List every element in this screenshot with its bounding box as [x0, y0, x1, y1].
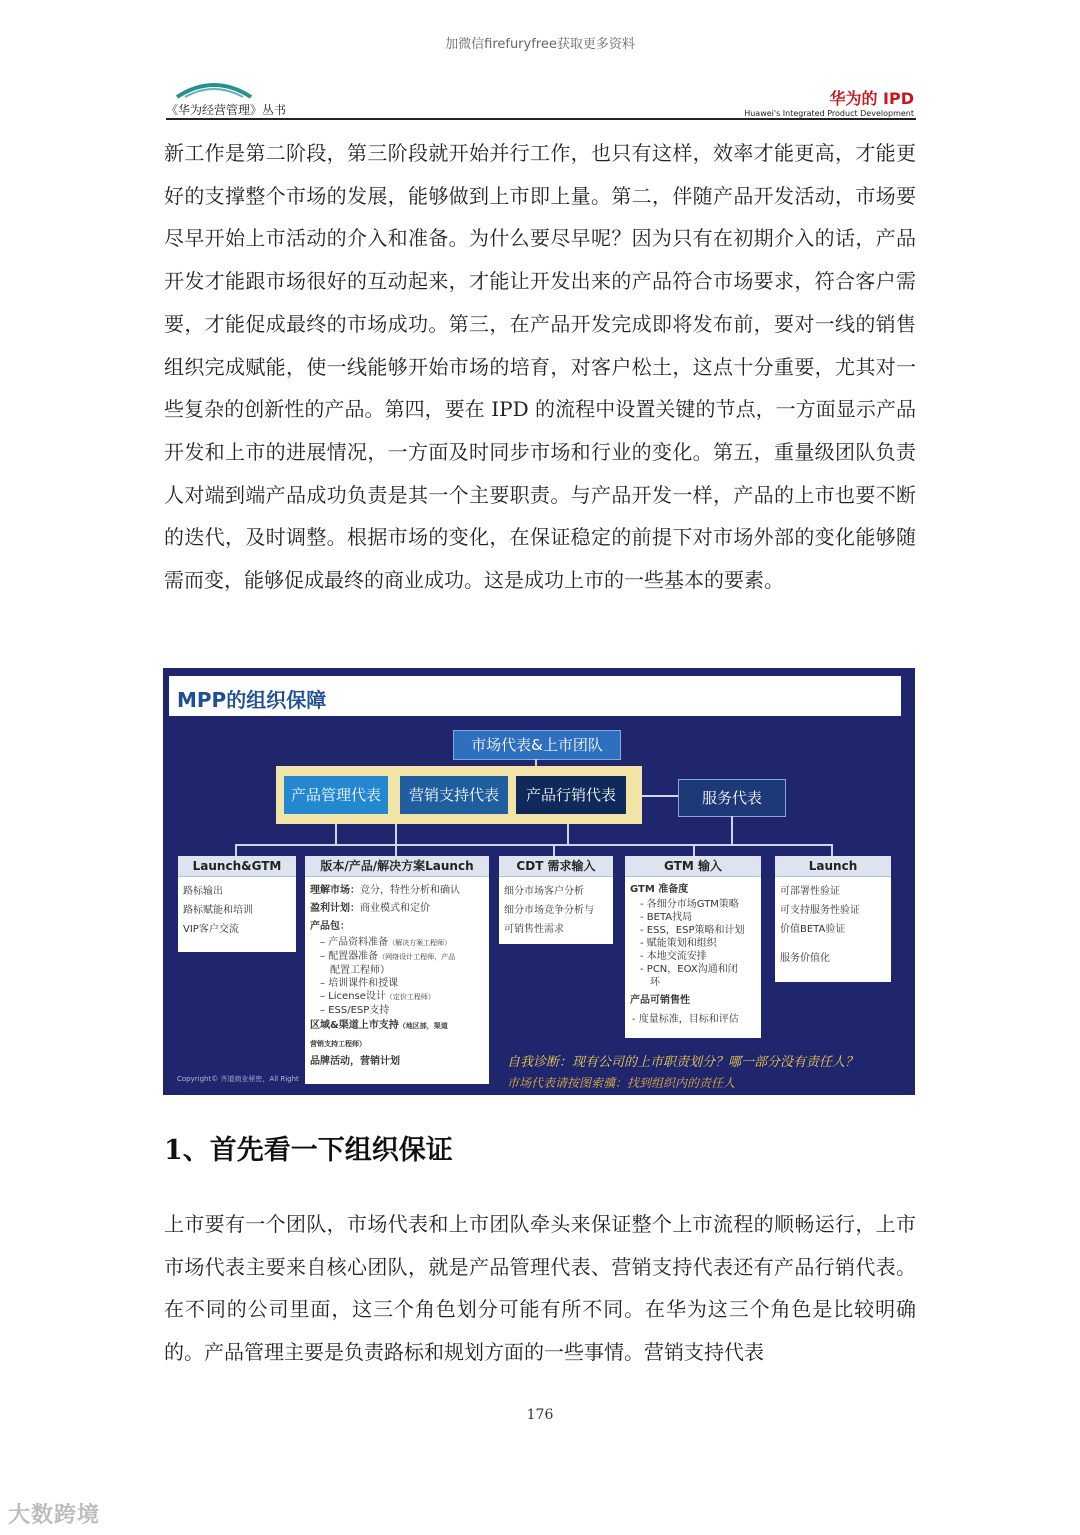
sub-item: - PCN，EOX沟通和闭 — [640, 964, 738, 975]
series-title: 《华为经营管理》丛书 — [166, 103, 287, 117]
list-item: 盈利计划：商业模式和定价 — [310, 903, 430, 914]
sub-item: - ESS，ESP策略和计划 — [640, 925, 745, 936]
card-launch — [775, 856, 891, 982]
core-reps-frame — [276, 766, 642, 824]
card-cdt — [499, 856, 613, 944]
figure-slide — [163, 668, 915, 1095]
sub-item: – 培训课件和授课 — [320, 978, 399, 989]
list-item: GTM 准备度 — [630, 884, 689, 895]
page-number: 176 — [526, 1407, 554, 1423]
card-title: CDT 需求输入 — [499, 856, 613, 877]
body-paragraph-1: 新工作是第二阶段，第三阶段就开始并行工作，也只有这样，效率才能更高，才能更好的支撑整个市场的发展，能够做到上市即上量。第二，伴随产品开发活动，市场要尽早开始上市活动的介入和准备。为什么要尽早呢？因为只有在初期介入的话，产品开发才能跟市场很好的互动起来，才能让开发出来的产品符合市场要求，符合客户需要，才能促成最终的市场成功。第三，在产品开发完成即将发布前，要对一线的销售组织完成赋能，使一线能够开始市场的培育，对客户松土，这点十分重要，尤其对一些复杂的创新性的产品。第四，要在 IPD 的流程中设置关键的节点，一方面显示产品开发和上市的进展情况，一方面及时同步市场和行业的变化。第五，重量级团队负责人对端到端产品成功负责是其一个主要职责。与产品开发一样，产品的上市也要不断的迭代，及时调整。根据市场的变化，在保证稳定的前提下对市场外部的变化能够随需而变，能够促成最终的商业成功。这是成功上市的一些基本的要素。 — [164, 141, 916, 593]
copyright: Copyright© 齐道商业秘密，All Right — [177, 1075, 299, 1083]
connector — [235, 844, 237, 856]
brand — [744, 86, 914, 118]
list-item: 产品包： — [310, 921, 350, 932]
list-item: 可支持服务性验证 — [780, 905, 860, 916]
list-item: 可部署性验证 — [780, 886, 840, 897]
card-title: Launch — [775, 856, 891, 877]
diagnosis-answer: 市场代表请按图索骥：找到组织内的责任人 — [507, 1076, 736, 1090]
list-item: 区域&渠道上市支持（地区部，渠道 — [310, 1020, 448, 1031]
connector — [235, 844, 831, 846]
watermark-logo: 大数跨境 — [8, 1503, 101, 1528]
sub-item: 配置工程师） — [330, 965, 390, 976]
sub-item: – 配置器准备（网络设计工程师，产品 — [320, 951, 456, 962]
section-heading: 1、首先看一下组织保证 — [164, 1135, 453, 1166]
sub-item: – License设计（定价工程师） — [320, 991, 435, 1002]
slide-title: MPP的组织保障 — [177, 688, 327, 712]
sub-item: - 赋能策划和组织 — [640, 938, 717, 949]
body-paragraph-2: 上市要有一个团队，市场代表和上市团队牵头来保证整个上市流程的顺畅运行，上市市场代表主要来自核心团队，就是产品管理代表、营销支持代表还有产品行销代表。在不同的公司里面，这三个角色划分可能有所不同。在华为这三个角色是比较明确的。产品管理主要是负责路标和规划方面的一些事情。营销支持代表 — [164, 1212, 916, 1365]
sub-item: - 本地交流安排 — [640, 951, 707, 962]
product-marketing-rep: 产品行销代表 — [516, 776, 626, 814]
connector — [831, 844, 833, 856]
card-launch-gtm — [178, 856, 296, 952]
card-version-launch — [305, 856, 489, 1084]
connector — [553, 844, 555, 856]
top-note: 加微信firefuryfree获取更多资料 — [445, 37, 635, 52]
product-management-rep: 产品管理代表 — [284, 776, 388, 814]
card-title: GTM 输入 — [625, 856, 761, 877]
header-divider — [166, 118, 916, 120]
list-item: 价值BETA验证 — [780, 924, 846, 935]
list-item: 产品可销售性 — [630, 995, 690, 1006]
list-item: VIP客户交流 — [183, 924, 239, 935]
connector — [567, 824, 569, 844]
sub-item: - 各细分市场GTM策略 — [640, 899, 739, 910]
list-item: 品牌活动，营销计划 — [310, 1056, 400, 1067]
connector — [731, 816, 733, 844]
brand-subtitle: Huawei's Integrated Product Development — [744, 109, 914, 118]
connector — [395, 824, 397, 844]
marketing-support-rep: 营销支持代表 — [400, 776, 508, 814]
list-item: 营销支持工程师） — [310, 1040, 366, 1048]
card-gtm — [625, 856, 761, 1038]
list-item: 路标输出 — [183, 886, 223, 897]
list-item: 细分市场竞争分析与 — [504, 905, 594, 916]
card-title: Launch&GTM — [178, 856, 296, 877]
connector — [335, 824, 337, 844]
connector — [693, 844, 695, 856]
sub-item: 环 — [650, 977, 660, 988]
connector — [395, 844, 397, 856]
series-logo-icon — [175, 79, 253, 99]
sub-item: – 产品资料准备（解决方案工程师） — [320, 937, 452, 948]
brand-title: 华为的 IPD — [829, 89, 914, 108]
slide-title-bar — [169, 676, 901, 716]
diagnosis-question: 自我诊断：现有公司的上市职责划分？哪一部分没有责任人？ — [507, 1055, 859, 1070]
list-item: 细分市场客户分析 — [504, 886, 584, 897]
sub-item: – ESS/ESP支持 — [320, 1005, 390, 1016]
list-item: 可销售性需求 — [504, 924, 564, 935]
list-item: 理解市场：竞分，特性分析和确认 — [310, 885, 460, 896]
sub-item: - 度量标准，目标和评估 — [632, 1014, 739, 1025]
service-rep: 服务代表 — [678, 779, 786, 817]
market-team-box: 市场代表&上市团队 — [453, 730, 621, 760]
card-title: 版本/产品/解决方案Launch — [305, 856, 489, 877]
list-item: 路标赋能和培训 — [183, 905, 253, 916]
sub-item: - BETA找局 — [640, 912, 693, 923]
list-item: 服务价值化 — [780, 953, 830, 964]
